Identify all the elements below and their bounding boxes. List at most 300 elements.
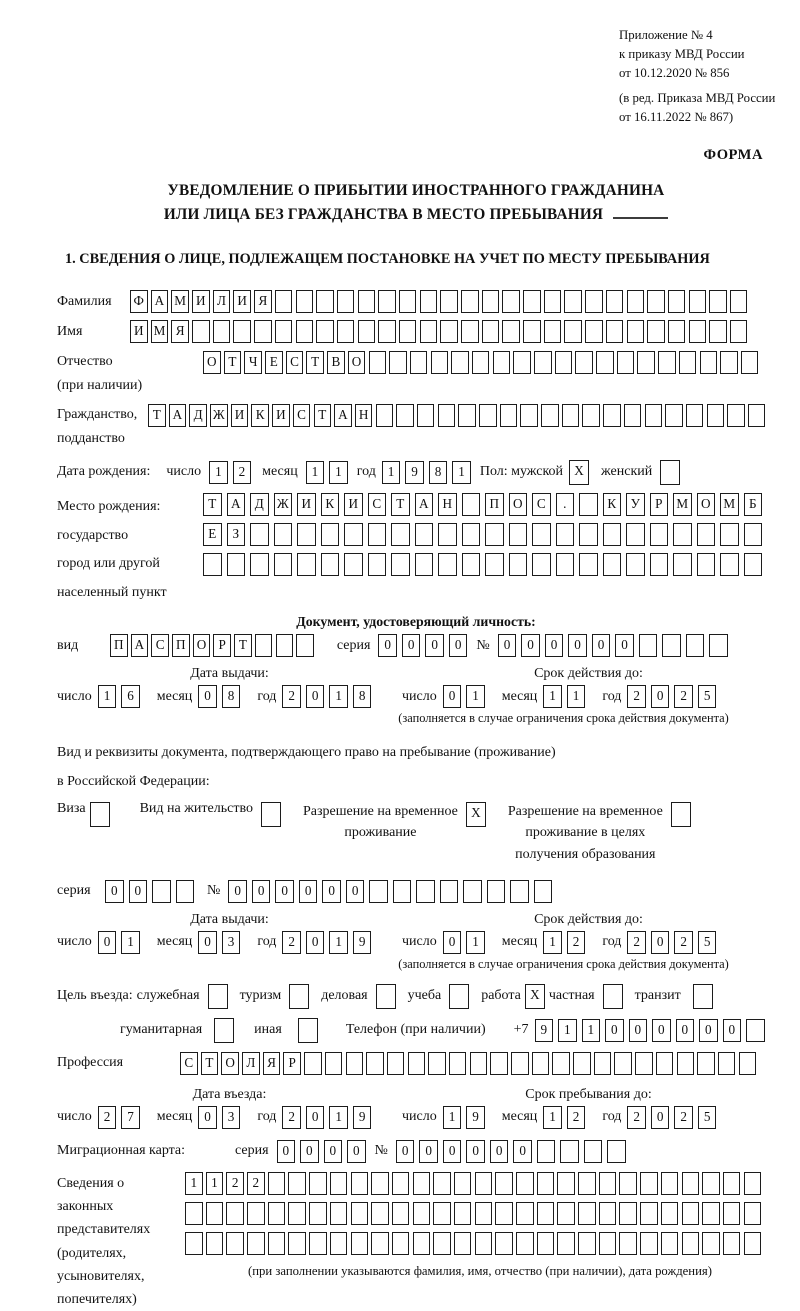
cell[interactable]: 0 [252, 880, 271, 903]
cell[interactable]: 0 [322, 880, 341, 903]
cell[interactable]: Т [306, 351, 324, 374]
cell[interactable] [413, 1172, 431, 1195]
cell[interactable]: 1 [466, 931, 485, 954]
cell[interactable] [261, 802, 281, 827]
cell[interactable] [233, 320, 251, 343]
cell[interactable] [607, 1140, 626, 1163]
legal-reps-cells-row3[interactable] [185, 1232, 775, 1255]
cell[interactable]: X [466, 802, 486, 827]
cell[interactable]: А [169, 404, 187, 427]
cell[interactable] [660, 460, 680, 485]
cell[interactable] [247, 1202, 265, 1225]
purpose-study-checkbox[interactable] [449, 984, 469, 1009]
cell[interactable] [226, 1232, 244, 1255]
cell[interactable] [330, 1232, 348, 1255]
cell[interactable]: 2 [247, 1172, 265, 1195]
cell[interactable] [495, 1172, 513, 1195]
cell[interactable]: Д [250, 493, 269, 516]
cell[interactable] [564, 320, 582, 343]
cell[interactable] [297, 523, 316, 546]
temp-residence-edu-checkbox[interactable] [671, 802, 691, 827]
cell[interactable] [462, 493, 481, 516]
cell[interactable] [668, 290, 686, 313]
cell[interactable] [544, 290, 562, 313]
cell[interactable]: Т [224, 351, 242, 374]
cell[interactable] [438, 553, 457, 576]
cell[interactable] [619, 1232, 637, 1255]
cell[interactable] [619, 1202, 637, 1225]
cell[interactable] [556, 523, 575, 546]
cell[interactable]: Н [438, 493, 457, 516]
cell[interactable]: 0 [466, 1140, 485, 1163]
cell[interactable] [709, 634, 728, 657]
cell[interactable] [433, 1232, 451, 1255]
cell[interactable] [438, 523, 457, 546]
cell[interactable] [720, 553, 739, 576]
cell[interactable]: 1 [543, 931, 562, 954]
cell[interactable] [475, 1232, 493, 1255]
cell[interactable]: 0 [615, 634, 634, 657]
cell[interactable]: 0 [275, 880, 294, 903]
cell[interactable]: О [203, 351, 221, 374]
residence-permit-checkbox[interactable] [261, 802, 281, 827]
cell[interactable]: Т [148, 404, 166, 427]
cell[interactable]: М [673, 493, 692, 516]
cell[interactable] [537, 1202, 555, 1225]
cell[interactable] [673, 553, 692, 576]
entry-month-cells[interactable] [198, 1106, 245, 1129]
cell[interactable]: 9 [353, 931, 372, 954]
cell[interactable] [461, 290, 479, 313]
cell[interactable] [358, 320, 376, 343]
cell[interactable] [656, 1052, 674, 1075]
cell[interactable]: М [720, 493, 739, 516]
cell[interactable] [614, 1052, 632, 1075]
cell[interactable] [410, 351, 428, 374]
purpose-private-checkbox[interactable] [603, 984, 623, 1009]
cell[interactable]: 2 [674, 931, 693, 954]
cell[interactable]: 0 [396, 1140, 415, 1163]
cell[interactable] [626, 523, 645, 546]
cell[interactable] [639, 634, 658, 657]
cell[interactable] [619, 1172, 637, 1195]
cell[interactable] [510, 880, 529, 903]
purpose-tourism-checkbox[interactable] [289, 984, 309, 1009]
cell[interactable] [718, 1052, 736, 1075]
birth-month-cells[interactable] [306, 461, 353, 484]
cell[interactable] [640, 1172, 658, 1195]
cell[interactable] [206, 1232, 224, 1255]
cell[interactable]: Я [171, 320, 189, 343]
cell[interactable]: 0 [198, 1106, 217, 1129]
cell[interactable]: 0 [651, 931, 670, 954]
cell[interactable] [723, 1232, 741, 1255]
cell[interactable] [192, 320, 210, 343]
cell[interactable]: 1 [98, 685, 117, 708]
cell[interactable]: 0 [498, 634, 517, 657]
cell[interactable]: 9 [405, 461, 424, 484]
cell[interactable] [627, 290, 645, 313]
cell[interactable] [389, 351, 407, 374]
cell[interactable] [582, 404, 600, 427]
cell[interactable] [309, 1232, 327, 1255]
cell[interactable] [502, 320, 520, 343]
cell[interactable]: 1 [466, 685, 485, 708]
cell[interactable]: 2 [282, 1106, 301, 1129]
cell[interactable] [358, 290, 376, 313]
cell[interactable]: 0 [651, 1106, 670, 1129]
cell[interactable] [640, 1202, 658, 1225]
cell[interactable] [627, 320, 645, 343]
cell[interactable] [268, 1172, 286, 1195]
cell[interactable]: К [603, 493, 622, 516]
cell[interactable]: 2 [627, 1106, 646, 1129]
cell[interactable] [337, 320, 355, 343]
cell[interactable] [449, 1052, 467, 1075]
cell[interactable] [509, 523, 528, 546]
cell[interactable] [344, 553, 363, 576]
cell[interactable]: И [272, 404, 290, 427]
cell[interactable] [645, 404, 663, 427]
cell[interactable] [686, 404, 704, 427]
visa-checkbox[interactable] [90, 802, 110, 827]
cell[interactable]: С [293, 404, 311, 427]
profession-cells[interactable] [180, 1052, 759, 1075]
cell[interactable] [532, 553, 551, 576]
cell[interactable]: 0 [568, 634, 587, 657]
cell[interactable]: 6 [121, 685, 140, 708]
cell[interactable]: 1 [452, 461, 471, 484]
cell[interactable]: 0 [443, 685, 462, 708]
cell[interactable] [599, 1202, 617, 1225]
cell[interactable] [316, 320, 334, 343]
migration-number-cells[interactable] [396, 1140, 631, 1163]
cell[interactable] [90, 802, 110, 827]
cell[interactable] [378, 320, 396, 343]
cell[interactable] [617, 351, 635, 374]
cell[interactable] [544, 320, 562, 343]
cell[interactable]: 3 [222, 1106, 241, 1129]
cell[interactable]: У [626, 493, 645, 516]
cell[interactable] [720, 523, 739, 546]
cell[interactable] [416, 880, 435, 903]
cell[interactable] [296, 634, 314, 657]
cell[interactable] [371, 1202, 389, 1225]
cell[interactable] [470, 1052, 488, 1075]
cell[interactable] [351, 1202, 369, 1225]
cell[interactable] [495, 1202, 513, 1225]
surname-cells[interactable] [130, 290, 751, 313]
cell[interactable] [702, 1232, 720, 1255]
cell[interactable] [640, 1232, 658, 1255]
cell[interactable]: 0 [699, 1019, 718, 1042]
cell[interactable]: 1 [382, 461, 401, 484]
cell[interactable] [557, 1172, 575, 1195]
cell[interactable] [603, 523, 622, 546]
cell[interactable] [573, 1052, 591, 1075]
cell[interactable] [378, 290, 396, 313]
birth-place-cells-row1[interactable] [203, 493, 767, 516]
cell[interactable] [438, 404, 456, 427]
cell[interactable] [413, 1202, 431, 1225]
cell[interactable] [330, 1172, 348, 1195]
cell[interactable] [635, 1052, 653, 1075]
cell[interactable] [185, 1232, 203, 1255]
cell[interactable] [552, 1052, 570, 1075]
cell[interactable] [387, 1052, 405, 1075]
cell[interactable] [523, 290, 541, 313]
cell[interactable] [647, 290, 665, 313]
cell[interactable] [727, 404, 745, 427]
cell[interactable]: Е [265, 351, 283, 374]
cell[interactable]: 8 [353, 685, 372, 708]
cell[interactable]: 9 [466, 1106, 485, 1129]
cell[interactable]: 1 [329, 685, 348, 708]
cell[interactable]: И [297, 493, 316, 516]
cell[interactable]: П [110, 634, 128, 657]
cell[interactable]: 1 [543, 685, 562, 708]
cell[interactable]: О [697, 493, 716, 516]
stay-month-cells[interactable] [543, 1106, 590, 1129]
cell[interactable] [661, 1202, 679, 1225]
citizenship-cells[interactable] [148, 404, 769, 427]
temp-residence-checkbox[interactable] [466, 802, 486, 827]
cell[interactable] [185, 1202, 203, 1225]
birth-year-cells[interactable] [382, 461, 476, 484]
cell[interactable] [744, 1232, 762, 1255]
cell[interactable] [369, 351, 387, 374]
cell[interactable]: Я [263, 1052, 281, 1075]
cell[interactable]: 5 [698, 931, 717, 954]
cell[interactable]: О [348, 351, 366, 374]
cell[interactable] [516, 1172, 534, 1195]
cell[interactable] [482, 290, 500, 313]
cell[interactable] [462, 523, 481, 546]
residence-valid-day-cells[interactable] [443, 931, 490, 954]
cell[interactable] [490, 1052, 508, 1075]
id-issue-day-cells[interactable] [98, 685, 145, 708]
cell[interactable] [744, 1172, 762, 1195]
cell[interactable] [677, 1052, 695, 1075]
cell[interactable] [661, 1232, 679, 1255]
cell[interactable]: Р [650, 493, 669, 516]
cell[interactable] [555, 351, 573, 374]
cell[interactable]: 1 [558, 1019, 577, 1042]
cell[interactable] [585, 290, 603, 313]
cell[interactable] [449, 984, 469, 1009]
cell[interactable] [603, 404, 621, 427]
cell[interactable] [206, 1202, 224, 1225]
cell[interactable]: 0 [513, 1140, 532, 1163]
cell[interactable] [575, 351, 593, 374]
cell[interactable]: А [227, 493, 246, 516]
cell[interactable]: 1 [185, 1172, 203, 1195]
cell[interactable]: 2 [233, 461, 252, 484]
cell[interactable]: 0 [521, 634, 540, 657]
cell[interactable] [523, 320, 541, 343]
cell[interactable] [556, 553, 575, 576]
cell[interactable] [511, 1052, 529, 1075]
cell[interactable]: 0 [629, 1019, 648, 1042]
doc-number-cells[interactable] [498, 634, 733, 657]
cell[interactable] [214, 1018, 234, 1043]
cell[interactable]: П [485, 493, 504, 516]
cell[interactable] [537, 1172, 555, 1195]
cell[interactable] [393, 880, 412, 903]
cell[interactable]: И [233, 290, 251, 313]
cell[interactable] [665, 404, 683, 427]
birth-place-cells-row2[interactable] [203, 523, 767, 546]
cell[interactable] [624, 404, 642, 427]
cell[interactable] [268, 1232, 286, 1255]
cell[interactable] [413, 1232, 431, 1255]
cell[interactable] [288, 1232, 306, 1255]
cell[interactable]: Н [355, 404, 373, 427]
patronymic-cells[interactable] [203, 351, 762, 374]
cell[interactable] [433, 1172, 451, 1195]
cell[interactable] [396, 404, 414, 427]
cell[interactable]: К [251, 404, 269, 427]
cell[interactable] [702, 1202, 720, 1225]
cell[interactable]: Д [189, 404, 207, 427]
cell[interactable]: 1 [206, 1172, 224, 1195]
cell[interactable]: 2 [282, 931, 301, 954]
cell[interactable]: 0 [378, 634, 397, 657]
cell[interactable]: 1 [567, 685, 586, 708]
cell[interactable] [392, 1202, 410, 1225]
cell[interactable] [275, 290, 293, 313]
cell[interactable] [493, 351, 511, 374]
cell[interactable]: Р [213, 634, 231, 657]
cell[interactable] [661, 1172, 679, 1195]
cell[interactable] [431, 351, 449, 374]
cell[interactable]: 0 [105, 880, 124, 903]
cell[interactable]: О [193, 634, 211, 657]
cell[interactable] [433, 1202, 451, 1225]
legal-reps-cells-row2[interactable] [185, 1202, 775, 1225]
cell[interactable]: Т [203, 493, 222, 516]
cell[interactable]: А [334, 404, 352, 427]
cell[interactable] [289, 984, 309, 1009]
cell[interactable]: В [327, 351, 345, 374]
cell[interactable] [537, 1140, 556, 1163]
cell[interactable]: 0 [425, 634, 444, 657]
cell[interactable]: Ж [274, 493, 293, 516]
birth-day-cells[interactable] [209, 461, 256, 484]
cell[interactable] [534, 880, 553, 903]
cell[interactable] [697, 523, 716, 546]
birth-place-cells-row3[interactable] [203, 553, 767, 576]
cell[interactable] [682, 1232, 700, 1255]
cell[interactable] [399, 320, 417, 343]
cell[interactable] [288, 1202, 306, 1225]
cell[interactable]: 1 [329, 1106, 348, 1129]
residence-valid-year-cells[interactable] [627, 931, 721, 954]
purpose-work-checkbox[interactable] [525, 984, 545, 1009]
cell[interactable]: 0 [306, 685, 325, 708]
cell[interactable]: Т [201, 1052, 219, 1075]
cell[interactable]: А [415, 493, 434, 516]
cell[interactable] [304, 1052, 322, 1075]
cell[interactable] [709, 320, 727, 343]
cell[interactable]: С [532, 493, 551, 516]
cell[interactable]: 0 [300, 1140, 319, 1163]
cell[interactable] [520, 404, 538, 427]
cell[interactable] [399, 290, 417, 313]
cell[interactable] [485, 553, 504, 576]
cell[interactable] [596, 351, 614, 374]
cell[interactable]: С [180, 1052, 198, 1075]
cell[interactable]: С [151, 634, 169, 657]
cell[interactable] [152, 880, 171, 903]
cell[interactable] [603, 553, 622, 576]
cell[interactable]: 0 [723, 1019, 742, 1042]
cell[interactable] [417, 404, 435, 427]
cell[interactable]: 0 [306, 1106, 325, 1129]
cell[interactable]: 2 [282, 685, 301, 708]
cell[interactable] [682, 1172, 700, 1195]
cell[interactable] [748, 404, 766, 427]
cell[interactable] [637, 351, 655, 374]
cell[interactable] [440, 320, 458, 343]
cell[interactable] [297, 553, 316, 576]
cell[interactable]: 2 [627, 931, 646, 954]
cell[interactable] [392, 1172, 410, 1195]
cell[interactable] [325, 1052, 343, 1075]
cell[interactable] [689, 290, 707, 313]
cell[interactable]: 9 [535, 1019, 554, 1042]
cell[interactable] [428, 1052, 446, 1075]
cell[interactable] [739, 1052, 757, 1075]
cell[interactable] [376, 404, 394, 427]
cell[interactable] [709, 290, 727, 313]
cell[interactable]: Ч [244, 351, 262, 374]
cell[interactable]: 2 [98, 1106, 117, 1129]
cell[interactable] [686, 634, 705, 657]
cell[interactable]: X [525, 984, 545, 1009]
cell[interactable]: 1 [329, 931, 348, 954]
cell[interactable] [366, 1052, 384, 1075]
cell[interactable] [513, 351, 531, 374]
cell[interactable] [392, 1232, 410, 1255]
cell[interactable]: 1 [329, 461, 348, 484]
cell[interactable] [208, 984, 228, 1009]
cell[interactable] [415, 523, 434, 546]
cell[interactable] [408, 1052, 426, 1075]
cell[interactable]: 0 [592, 634, 611, 657]
cell[interactable]: 5 [698, 1106, 717, 1129]
cell[interactable] [560, 1140, 579, 1163]
cell[interactable]: 2 [567, 931, 586, 954]
cell[interactable] [321, 523, 340, 546]
cell[interactable]: 0 [651, 685, 670, 708]
cell[interactable]: Л [242, 1052, 260, 1075]
cell[interactable] [723, 1172, 741, 1195]
cell[interactable]: 1 [121, 931, 140, 954]
cell[interactable]: Б [744, 493, 763, 516]
cell[interactable] [461, 320, 479, 343]
cell[interactable] [509, 553, 528, 576]
purpose-humanitarian-checkbox[interactable] [214, 1018, 234, 1043]
cell[interactable] [673, 523, 692, 546]
cell[interactable] [309, 1202, 327, 1225]
cell[interactable]: К [321, 493, 340, 516]
purpose-official-checkbox[interactable] [208, 984, 228, 1009]
cell[interactable] [557, 1232, 575, 1255]
cell[interactable] [274, 523, 293, 546]
cell[interactable]: 0 [228, 880, 247, 903]
stay-day-cells[interactable] [443, 1106, 490, 1129]
